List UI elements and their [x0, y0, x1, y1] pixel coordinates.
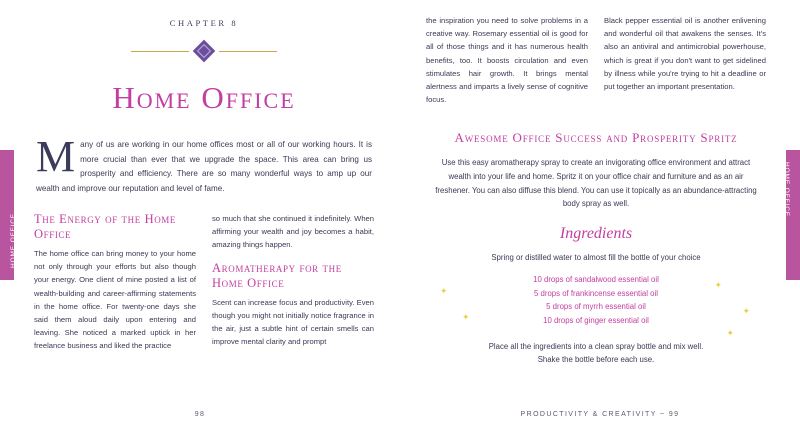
side-tab-left-label: HOME OFFICE	[10, 212, 17, 268]
side-tab-right	[783, 150, 800, 280]
right-body-two: Black pepper essential oil is another enlivening and wonderful oil that awakens the senses. It's also an antiviral and antimicrobial powerhouse, which is great if you don't want to get sidelined by illness while you're trying to hit a deadline or put together an important presentation.	[604, 16, 766, 92]
left-body-columns	[34, 212, 374, 362]
section-heading-aromatherapy: Aromatherapy for the Home Office	[212, 260, 342, 290]
right-top-columns	[426, 14, 766, 115]
left-column-two	[212, 212, 374, 362]
list-item: 10 drops of sandalwood essential oil	[533, 275, 659, 285]
recipe-heading: Awesome Office Success and Prosperity Spritz	[454, 130, 738, 146]
section-heading-energy: The Energy of the Home Office	[34, 212, 176, 241]
sparkle-icon: ✦	[462, 312, 470, 323]
drop-cap: M	[36, 132, 76, 181]
left-column-one	[34, 212, 196, 362]
page-title: Home Office	[112, 80, 296, 115]
ornament-rule-right	[219, 51, 277, 52]
section-body-energy: The home office can bring money to your home not only through your efforts but also though your energy. One client of mine posted a list of wealth-building and career-affirming statements in the home office. For twenty-one days she said them aloud daily upon entering and leaving. She noticed a marked uptick in her freelance business and liked the practice	[34, 249, 196, 351]
ingredients-list	[426, 273, 766, 339]
recipe-closing	[426, 340, 766, 367]
sparkle-icon: ✦	[440, 286, 448, 297]
closing-line-two: Shake the bottle before each use.	[537, 355, 655, 365]
folio-right: PRODUCTIVITY & CREATIVITY ~ 99	[520, 411, 680, 418]
ornament-rule-left	[131, 51, 189, 52]
ingredient-base: Spring or distilled water to almost fill the bottle of your choice	[491, 252, 701, 262]
list-item: 5 drops of frankincense essential oil	[534, 288, 658, 298]
right-body-one: the inspiration you need to solve problems in a creative way. Rosemary essential oil is good for all of those things and it has numerous health benefits, too. It boosts circulation and even stimulates hair growth. It brings mental alertness and imparts a lively sense of cognitive focus.	[426, 16, 588, 105]
list-item: 5 drops of myrrh essential oil	[546, 302, 646, 312]
recipe-intro: Use this easy aromatherapy spray to create an invigorating office environment and attract wealth into your life and home. Spritz it on your office chair and furniture and as an air freshener. You can also diffuse this blend. You can use it topically as an abundance-attracting body spray as well.	[435, 158, 757, 209]
folio-left: 98	[194, 411, 206, 418]
sparkle-icon: ✦	[714, 280, 722, 291]
right-column-one	[426, 14, 588, 115]
sparkle-icon: ✦	[726, 328, 734, 339]
right-column-two	[604, 14, 766, 115]
side-tab-left	[0, 150, 17, 280]
diamond-icon	[193, 40, 216, 63]
right-page	[400, 0, 800, 430]
chapter-label: CHAPTER 8	[169, 18, 239, 28]
section-body-aromatherapy: Scent can increase focus and productivity. Even though you might not initially notice fragrance in the air, just a subtle hint of certain smells can improve mental clarity and prompt	[212, 297, 374, 347]
chapter-ornament	[34, 38, 374, 64]
ingredients-heading: Ingredients	[559, 224, 633, 242]
closing-line-one: Place all the ingredients into a clean spray bottle and mix well.	[488, 341, 704, 351]
sparkle-icon: ✦	[742, 306, 750, 317]
section-body-energy-cont: so much that she continued it indefinitely. When affirming your wealth and joy becomes a habit, amazing things happen.	[212, 214, 374, 250]
side-tab-right-label: HOME OFFICE	[783, 162, 790, 218]
intro-text: any of us are working in our home offices most or all of our working hours. It is more crucial than ever that we upgrade the space. This area can bring us prosperity and efficiency. There are so many wonderful ways to amp up our wealth and improve our reputation and level of fame.	[36, 140, 372, 193]
list-item: 10 drops of ginger essential oil	[543, 315, 649, 325]
intro-paragraph	[36, 132, 372, 196]
